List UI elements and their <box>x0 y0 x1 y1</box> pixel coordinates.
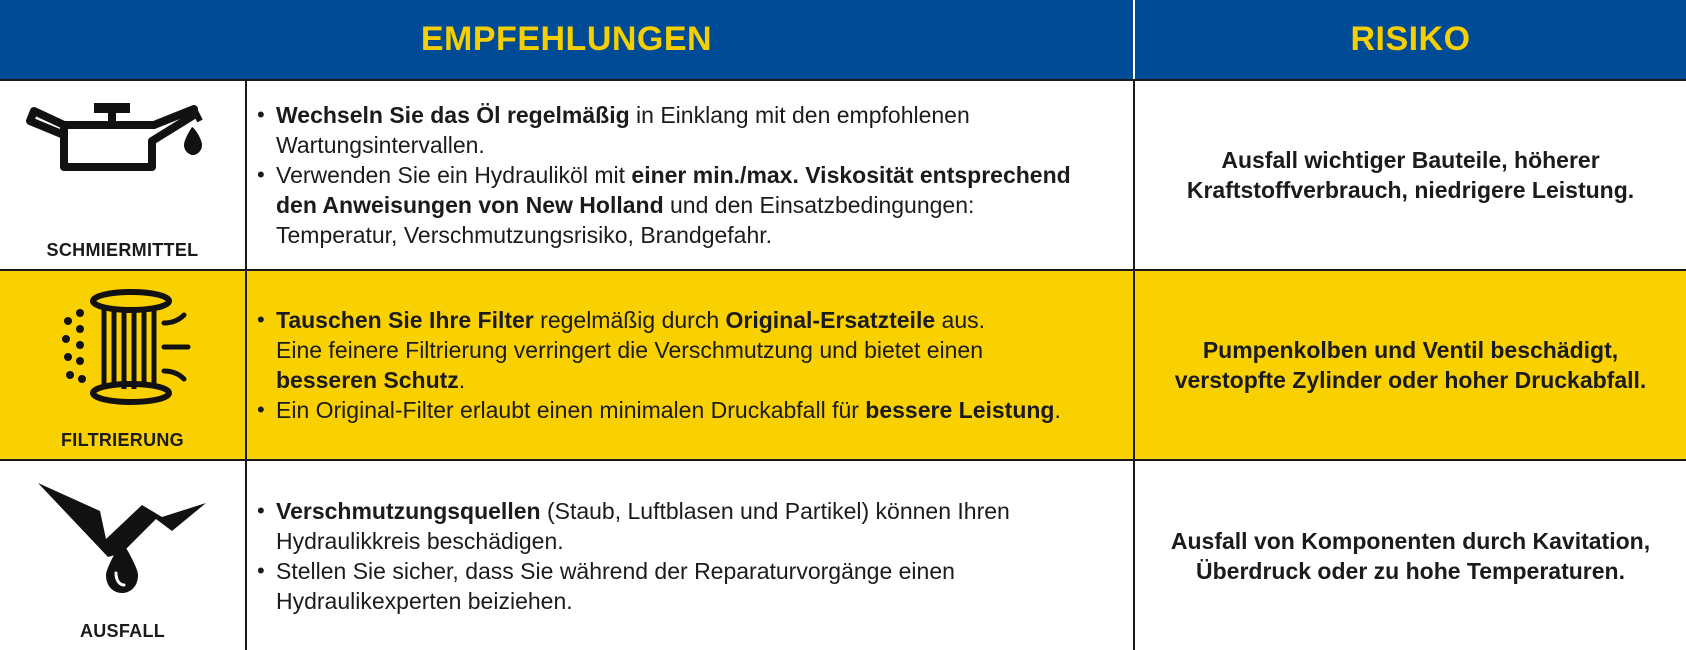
bold-text: einer min./max. Viskosität entsprechend <box>631 162 1071 188</box>
row-failure-risk <box>1135 459 1686 650</box>
filter-icon <box>56 287 196 407</box>
oil-can-icon <box>24 95 224 175</box>
bold-text: Verschmutzungsquellen <box>276 497 541 524</box>
row-lubricant-risk <box>1135 79 1686 269</box>
risk-line: Kraftstoffverbrauch, niedrigere Leistung. <box>1186 177 1635 203</box>
row-label: AUSFALL <box>79 621 166 641</box>
risk-line: Ausfall wichtiger Bauteile, höherer <box>1221 147 1600 173</box>
bold-text: Tauschen Sie Ihre Filter <box>276 307 534 333</box>
risk-line: Überdruck oder zu hohe Temperaturen. <box>1196 557 1625 584</box>
bold-text: besseren Schutz <box>276 367 459 393</box>
risk-line: verstopfte Zylinder oder hoher Druckabfall. <box>1174 367 1647 393</box>
bullet-item: • Tauschen Sie Ihre Filter regelmäßig durch Original-Ersatzteile aus. Eine feinere Filtrierung verringert die Verschmutzung und bietet einen besseren Schutz. <box>257 305 1061 395</box>
failure-drop-icon <box>30 475 220 595</box>
row-label: FILTRIERUNG <box>61 430 184 450</box>
bullet-item: • Ein Original-Filter erlaubt einen minimalen Druckabfall für bessere Leistung. <box>257 395 1061 425</box>
bold-text: Original-Ersatzteile <box>725 307 936 333</box>
bold-text: den Anweisungen von New Holland <box>276 192 664 218</box>
risk-line: Pumpenkolben und Ventil beschädigt, <box>1202 337 1619 363</box>
row-failure-icon-cell <box>0 459 247 650</box>
row-lubricant-recommendations <box>247 79 1135 269</box>
header-recommendations: EMPFEHLUNGEN <box>0 0 1135 79</box>
bullet-list <box>257 496 1010 616</box>
row-lubricant-icon-cell <box>0 79 247 269</box>
header-risk: RISIKO <box>1135 0 1686 79</box>
row-failure-recommendations <box>247 459 1135 650</box>
row-filter-risk <box>1135 269 1686 459</box>
bullet-item: • Verschmutzungsquellen (Staub, Luftblasen und Partikel) können Ihren Hydraulikkreis beschädigen. <box>257 496 1010 556</box>
bold-text: bessere Leistung <box>865 397 1055 423</box>
bullet-item: • Stellen Sie sicher, dass Sie während der Reparaturvorgänge einen Hydraulikexperten beiziehen. <box>257 556 1010 616</box>
risk-line: Ausfall von Komponenten durch Kavitation, <box>1170 527 1651 554</box>
bold-text: Wechseln Sie das Öl regelmäßig <box>276 102 630 128</box>
row-filter-icon-cell <box>0 269 247 459</box>
bullet-item: • Verwenden Sie ein Hydrauliköl mit einer min./max. Viskosität entsprechend den Anweisungen von New Holland und den Einsatzbedingungen: Temperatur, Verschmutzungsrisiko, Brandgefahr. <box>257 160 1071 250</box>
bullet-item: • Wechseln Sie das Öl regelmäßig in Einklang mit den empfohlenen Wartungsintervallen. <box>257 100 1071 160</box>
row-label: SCHMIERMITTEL <box>46 240 199 260</box>
row-filter-recommendations <box>247 269 1135 459</box>
bullet-list <box>257 100 1071 250</box>
bullet-list <box>257 305 1061 425</box>
